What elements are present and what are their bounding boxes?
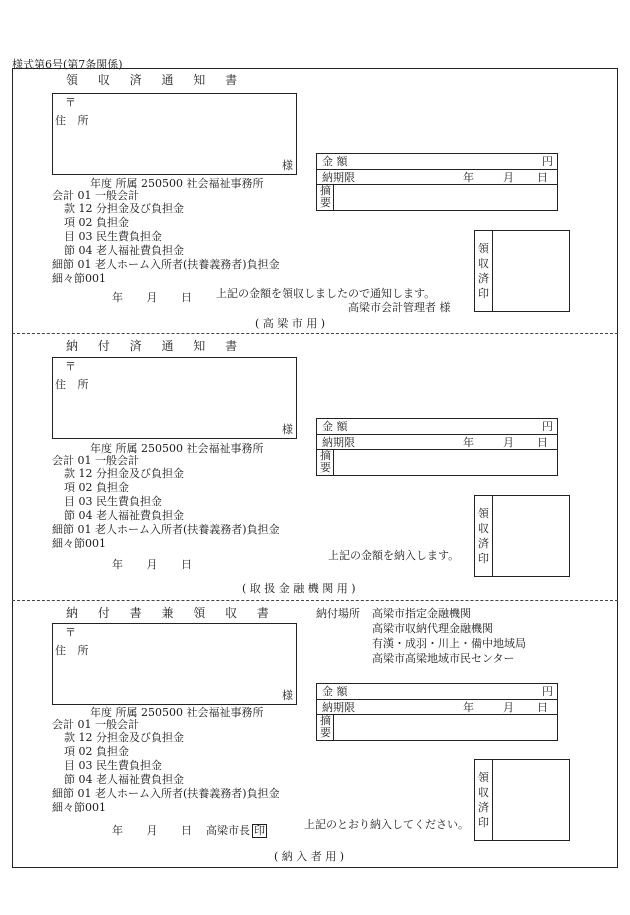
receipt-stamp-divider [492,496,493,576]
acc-line-saisaisetsu: 細々節001 [52,537,106,550]
memo-label: 摘要 [320,184,331,209]
acc-line-kou: 項 02 負担金 [64,216,129,229]
amount-label: 金 額 [322,420,348,433]
acc-line-kan: 款 12 分担金及び負担金 [64,202,184,215]
acc-line-saisaisetsu: 細々節001 [52,801,106,814]
receipt-stamp-label: 領収済印 [478,507,489,565]
postal-mark: 〒 [65,360,76,373]
section-footer: ( 高 梁 市 用 ) [255,317,326,330]
address-label: 住 所 [55,114,93,127]
receipt-stamp-box [474,230,570,312]
due-year: 年 [463,171,474,184]
receipt-stamp-label: 領収済印 [478,242,489,300]
signer-text: 高梁市会計管理者 様 [348,301,451,314]
receipt-stamp-label: 領収済印 [478,771,489,829]
payment-place-2: 高梁市収納代理金融機関 [372,622,493,635]
postal-mark: 〒 [65,626,76,639]
acc-line-kan: 款 12 分担金及び負担金 [64,467,184,480]
address-label: 住 所 [55,644,93,657]
section-receipt-notice [12,68,618,334]
acc-line-setsu: 節 04 老人福祉費負担金 [64,509,184,522]
section-payment-notice [12,334,618,600]
acc-line-year: 年度 所属 250500 社会福祉事務所 [90,706,264,719]
due-date-row [317,700,557,715]
acc-line-setsu: 節 04 老人福祉費負担金 [64,244,184,257]
due-month: 月 [503,436,514,449]
acc-line-kan: 款 12 分担金及び負担金 [64,731,184,744]
acc-line-kaikei: 会計 01 一般会計 [52,189,139,202]
acc-line-kou: 項 02 負担金 [64,745,129,758]
acc-line-saisetsu: 細節 01 老人ホーム入所者(扶養義務者)負担金 [52,523,280,536]
address-box [52,357,297,439]
yen-label: 円 [542,685,553,698]
section-payment-slip [12,601,618,867]
section-footer: ( 取 扱 金 融 機 関 用 ) [242,582,356,595]
notice-text: 上記の金額を領収しましたので通知します。 [216,287,436,300]
mayor-label: 高梁市長 [206,824,250,837]
due-day: 日 [537,701,548,714]
due-day: 日 [537,171,548,184]
acc-line-saisetsu: 細節 01 老人ホーム入所者(扶養義務者)負担金 [52,787,280,800]
postal-mark: 〒 [65,96,76,109]
payment-place-1: 高梁市指定金融機関 [372,607,471,620]
acc-line-saisetsu: 細節 01 老人ホーム入所者(扶養義務者)負担金 [52,258,280,271]
memo-label: 摘要 [320,449,331,474]
due-month: 月 [503,171,514,184]
address-label: 住 所 [55,378,93,391]
sama-label: 様 [282,689,293,702]
acc-line-kaikei: 会計 01 一般会計 [52,718,139,731]
memo-divider [333,450,334,475]
amount-box [316,418,558,476]
acc-line-moku: 目 03 民生費負担金 [64,230,162,243]
acc-line-saisaisetsu: 細々節001 [52,272,106,285]
issue-date: 年 月 日 [112,558,192,571]
due-label: 納期限 [322,436,355,449]
notice-text: 上記の金額を納入します。 [328,549,460,562]
form-label: 様式第6号(第7条関係) [12,58,123,71]
payment-place-3: 有漢・成羽・川上・備中地域局 [372,637,526,650]
due-day: 日 [537,436,548,449]
section-title: 納 付 書 兼 領 収 書 [66,606,277,620]
memo-row [317,185,557,210]
amount-row [317,419,557,435]
seal-icon: 印 [254,824,265,837]
payment-place-label: 納付場所 [316,607,360,620]
amount-row [317,684,557,700]
acc-line-year: 年度 所属 250500 社会福祉事務所 [90,442,264,455]
memo-row [317,450,557,475]
amount-box [316,153,558,211]
receipt-stamp-box [474,495,570,577]
acc-line-moku: 目 03 民生費負担金 [64,495,162,508]
amount-label: 金 額 [322,155,348,168]
acc-line-setsu: 節 04 老人福祉費負担金 [64,773,184,786]
acc-line-kou: 項 02 負担金 [64,481,129,494]
due-date-row [317,435,557,450]
receipt-stamp-divider [492,760,493,840]
due-year: 年 [463,701,474,714]
address-box [52,623,297,705]
sama-label: 様 [282,423,293,436]
yen-label: 円 [542,155,553,168]
yen-label: 円 [542,420,553,433]
due-month: 月 [503,701,514,714]
payment-place-4: 高梁市高梁地域市民センター [372,652,515,665]
acc-line-moku: 目 03 民生費負担金 [64,759,162,772]
mayor-line [206,824,267,838]
memo-row [317,715,557,740]
due-year: 年 [463,436,474,449]
memo-divider [333,185,334,210]
memo-divider [333,715,334,740]
acc-line-kaikei: 会計 01 一般会計 [52,454,139,467]
amount-label: 金 額 [322,685,348,698]
due-date-row [317,170,557,185]
due-label: 納期限 [322,171,355,184]
issue-date: 年 月 日 [112,824,192,837]
section-title: 領 収 済 通 知 書 [66,73,246,87]
section-footer: ( 納 入 者 用 ) [274,850,345,863]
receipt-stamp-box [474,759,570,841]
amount-row [317,154,557,170]
sama-label: 様 [282,159,293,172]
amount-box [316,683,558,741]
issue-date: 年 月 日 [112,291,192,304]
receipt-stamp-divider [492,231,493,311]
notice-text: 上記のとおり納入してください。 [304,818,469,831]
acc-line-year: 年度 所属 250500 社会福祉事務所 [90,177,264,190]
section-title: 納 付 済 通 知 書 [66,339,246,353]
address-box [52,93,297,175]
memo-label: 摘要 [320,714,331,739]
due-label: 納期限 [322,701,355,714]
